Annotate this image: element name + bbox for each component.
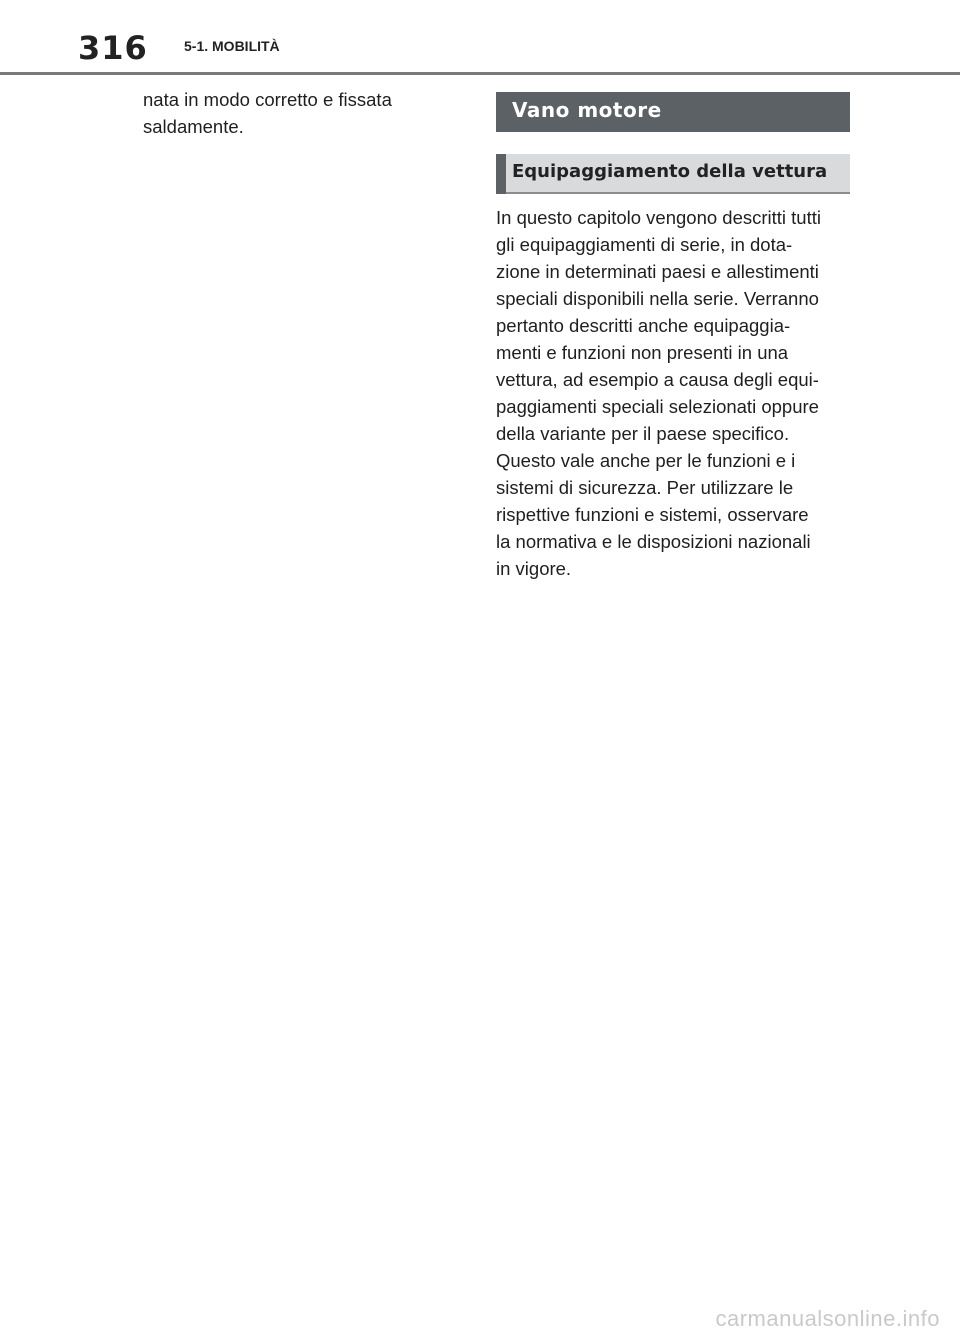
body-line: menti e funzioni non presenti in una bbox=[496, 342, 789, 363]
section-heading: Vano motore bbox=[496, 92, 850, 132]
subsection-heading-label: Equipaggiamento della vettura bbox=[512, 161, 828, 182]
body-line: nata in modo corretto e fissata bbox=[143, 89, 392, 110]
body-line: Questo vale anche per le funzioni e i bbox=[496, 450, 796, 471]
body-line: paggiamenti speciali selezionati oppure bbox=[496, 396, 819, 417]
body-line: gli equipaggiamenti di serie, in dota- bbox=[496, 234, 793, 255]
body-line: In questo capitolo vengono descritti tutti bbox=[496, 207, 821, 228]
watermark: carmanualsonline.info bbox=[715, 1306, 940, 1331]
body-line: in vigore. bbox=[496, 558, 572, 579]
body-line: speciali disponibili nella serie. Verranno bbox=[496, 288, 819, 309]
page-header bbox=[0, 0, 960, 76]
body-line: saldamente. bbox=[143, 116, 244, 137]
page-number: 316 bbox=[78, 29, 148, 67]
body-line: la normativa e le disposizioni nazionali bbox=[496, 531, 811, 552]
paragraph bbox=[496, 204, 850, 582]
header-divider bbox=[0, 72, 960, 75]
body-line: pertanto descritti anche equipaggia- bbox=[496, 315, 791, 336]
section-title: 5-1. MOBILITÀ bbox=[184, 38, 280, 54]
body-line: zione in determinati paesi e allestimenti bbox=[496, 261, 819, 282]
body-line: della variante per il paese specifico. bbox=[496, 423, 790, 444]
left-column bbox=[143, 86, 443, 140]
subsection-heading bbox=[496, 154, 850, 194]
body-line: sistemi di sicurezza. Per utilizzare le bbox=[496, 477, 794, 498]
right-column bbox=[496, 92, 850, 582]
heading-accent-bar bbox=[496, 154, 506, 194]
body-line: vettura, ad esempio a causa degli equi- bbox=[496, 369, 819, 390]
body-line: rispettive funzioni e sistemi, osservare bbox=[496, 504, 809, 525]
